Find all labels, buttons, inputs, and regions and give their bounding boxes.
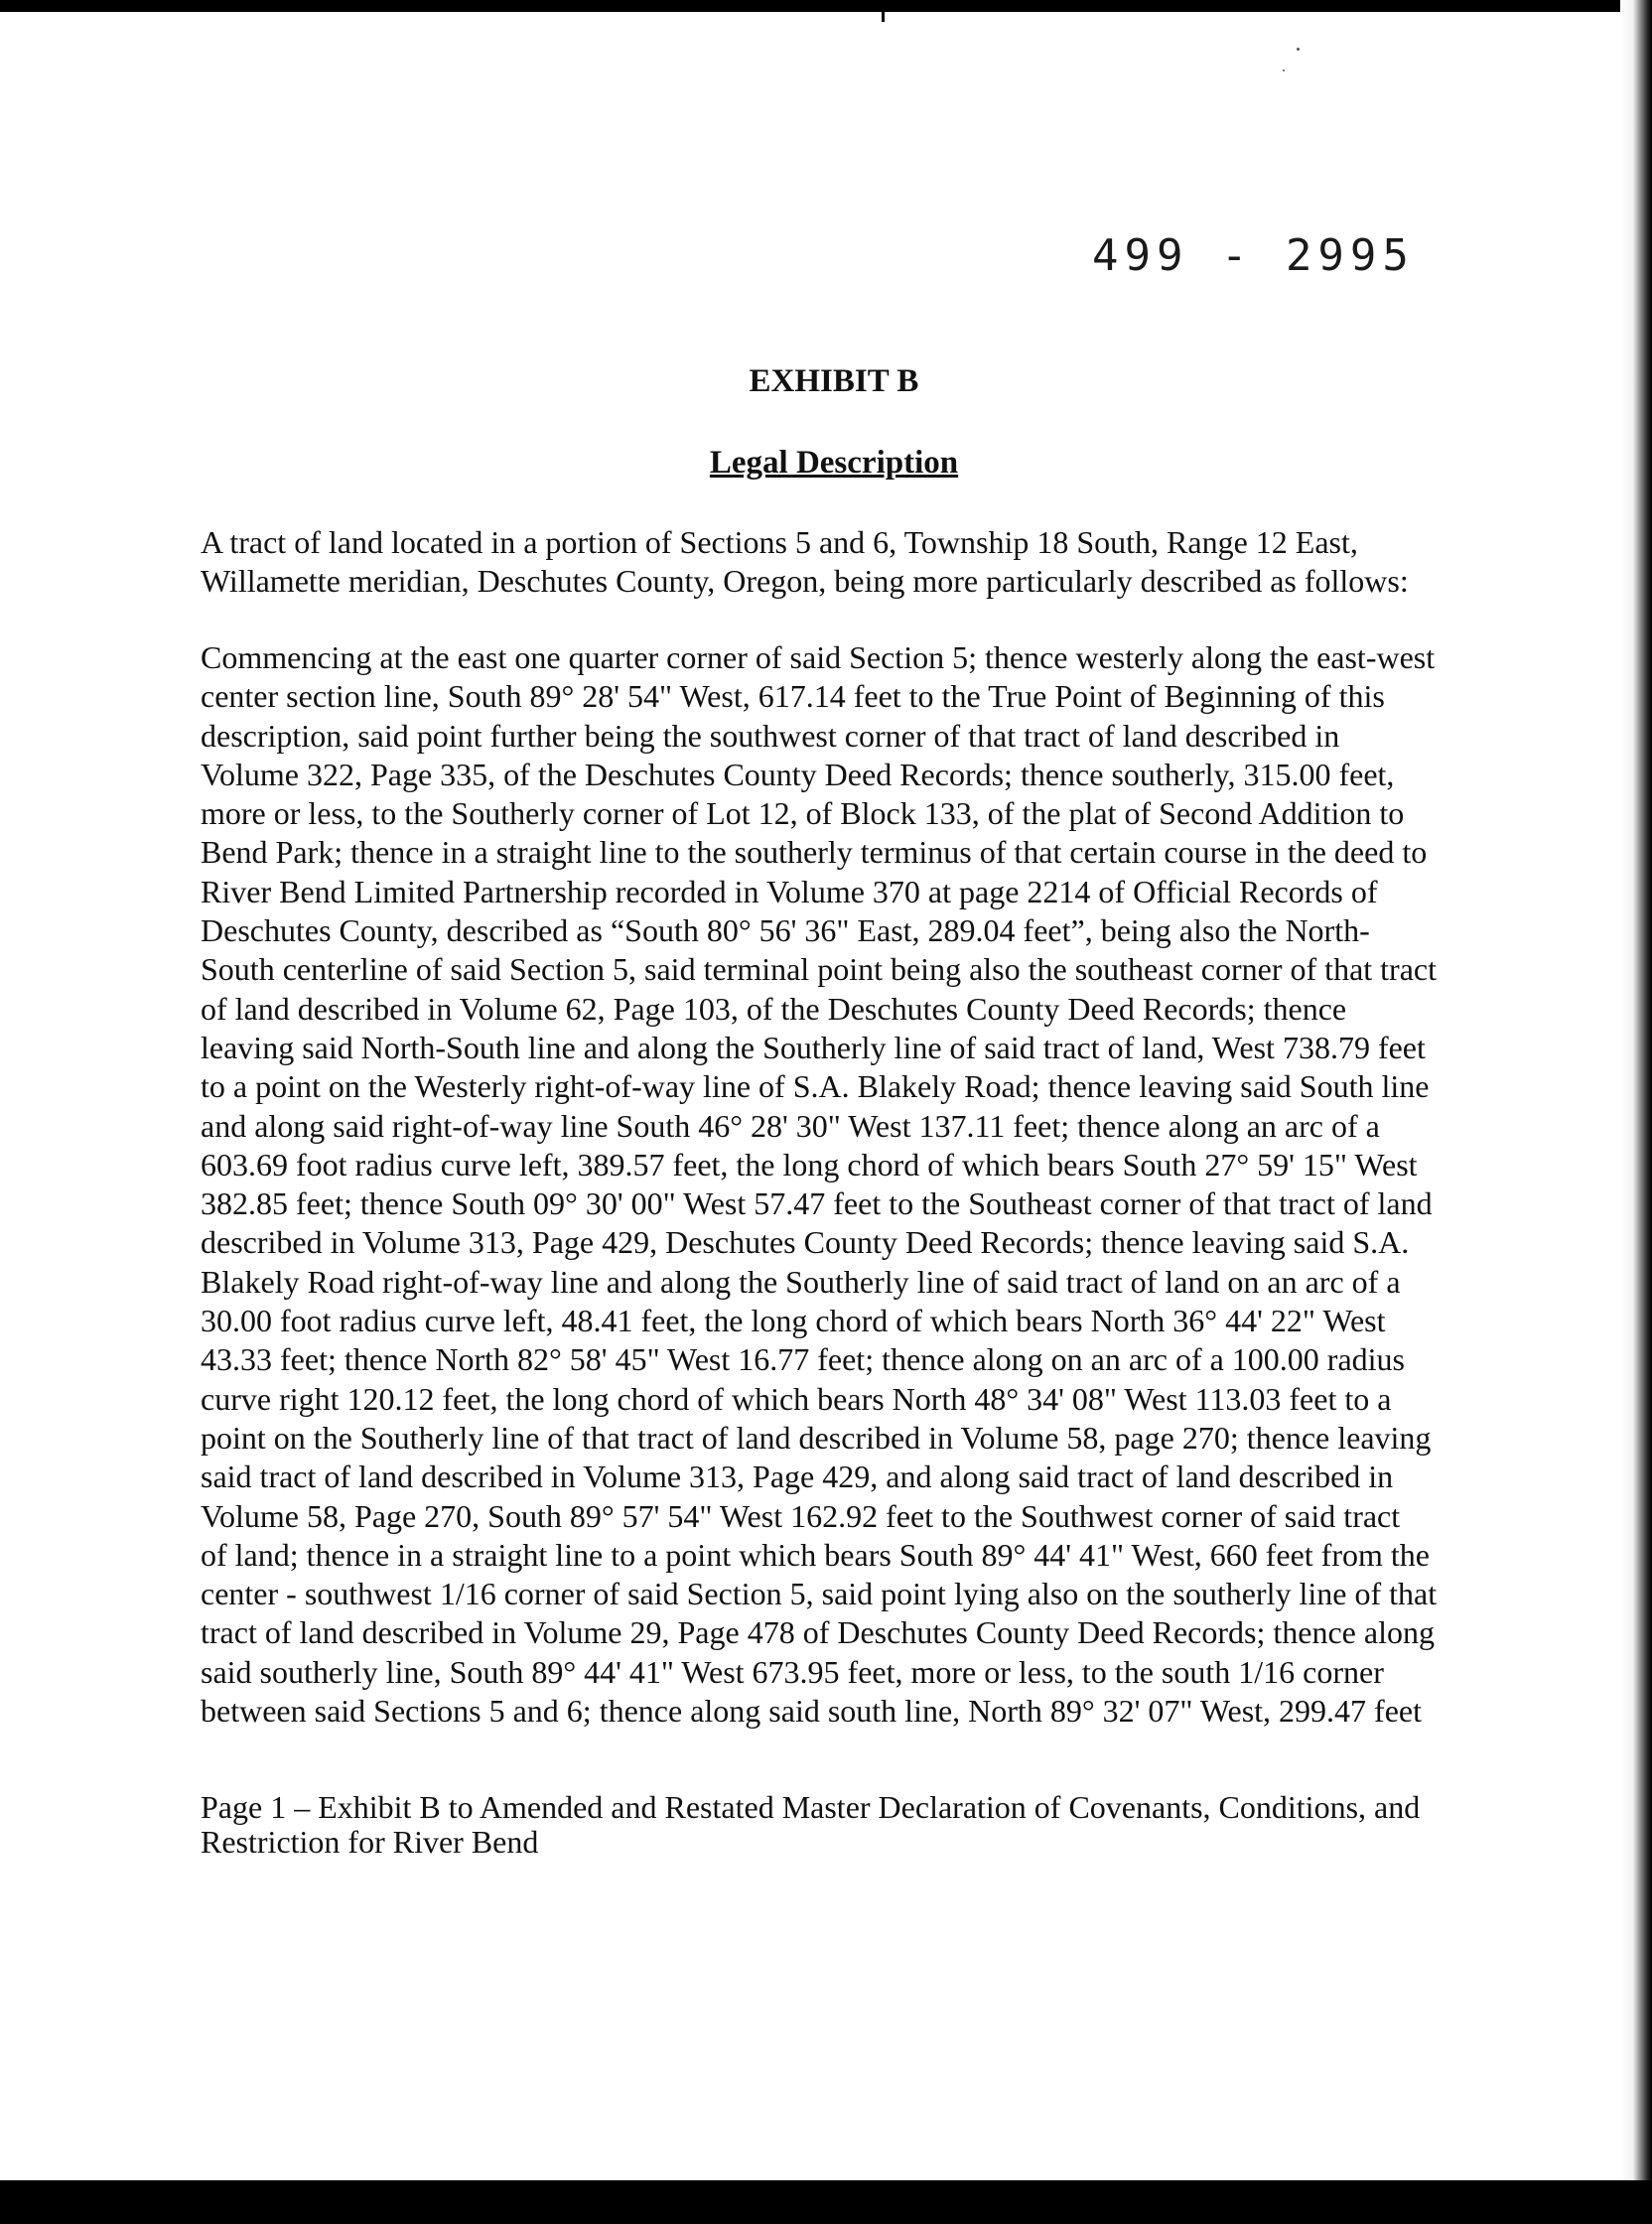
body-line: 43.33 feet; thence North 82° 58' 45" West 16.77 feet; thence along on an arc of a 100.00 radius bbox=[201, 1341, 1405, 1378]
body-line: more or less, to the Southerly corner of Lot 12, of Block 133, of the plat of Second Addition to bbox=[201, 795, 1405, 832]
intro-line: A tract of land located in a portion of Sections 5 and 6, Township 18 South, Range 12 East, bbox=[201, 524, 1358, 560]
body-line: point on the Southerly line of that tract of land described in Volume 58, page 270; thence leaving bbox=[201, 1419, 1432, 1456]
body-line: South centerline of said Section 5, said terminal point being also the southeast corner of that tract bbox=[201, 951, 1437, 988]
intro-paragraph bbox=[201, 523, 1461, 602]
scan-speck bbox=[1297, 48, 1300, 51]
exhibit-title: EXHIBIT B bbox=[749, 363, 919, 399]
body-line: leaving said North-South line and along the Southerly line of said tract of land, West 738.79 feet bbox=[201, 1029, 1426, 1065]
body-line: River Bend Limited Partnership recorded in Volume 370 at page 2214 of Official Records of bbox=[201, 873, 1378, 909]
body-line: center - southwest 1/16 corner of said Section 5, said point lying also on the southerly line of that bbox=[201, 1576, 1438, 1612]
body-line: Blakely Road right-of-way line and along the Southerly line of said tract of land on an arc of a bbox=[201, 1263, 1401, 1300]
body-line: 603.69 foot radius curve left, 389.57 feet, the long chord of which bears South 27° 59' 15" West bbox=[201, 1146, 1418, 1182]
document-number: 499 - 2995 bbox=[1092, 230, 1415, 281]
body-line: between said Sections 5 and 6; thence along said south line, North 89° 32' 07" West, 299.47 feet bbox=[201, 1693, 1422, 1730]
scan-bottom-edge bbox=[0, 2180, 1652, 2224]
legal-description-paragraph bbox=[201, 638, 1461, 1731]
body-line: center section line, South 89° 28' 54" West, 617.14 feet to the True Point of Beginning of this bbox=[201, 678, 1385, 715]
scan-tick-mark bbox=[882, 0, 885, 22]
footer-line: Restriction for River Bend bbox=[201, 1824, 539, 1860]
body-line: 30.00 foot radius curve left, 48.41 feet, the long chord of which bears North 36° 44' 22" West bbox=[201, 1303, 1386, 1339]
footer-line: Page 1 – Exhibit B to Amended and Restated Master Declaration of Covenants, Conditions, and bbox=[201, 1789, 1421, 1825]
body-line: Commencing at the east one quarter corner of said Section 5; thence westerly along the east-west bbox=[201, 639, 1436, 675]
body-line: Volume 58, Page 270, South 89° 57' 54" West 162.92 feet to the Southwest corner of said tract bbox=[201, 1497, 1401, 1534]
scan-speck bbox=[1283, 70, 1285, 71]
body-line: said tract of land described in Volume 313, Page 429, and along said tract of land described in bbox=[201, 1459, 1394, 1495]
body-line: 382.85 feet; thence South 09° 30' 00" West 57.47 feet to the Southeast corner of that tract of land bbox=[201, 1185, 1433, 1222]
body-line: Deschutes County, described as “South 80° 56' 36" East, 289.04 feet”, being also the North- bbox=[201, 912, 1370, 949]
intro-line: Willamette meridian, Deschutes County, Oregon, being more particularly described as follows: bbox=[201, 563, 1409, 600]
body-line: Volume 322, Page 335, of the Deschutes County Deed Records; thence southerly, 315.00 feet, bbox=[201, 756, 1395, 792]
body-line: and along said right-of-way line South 46° 28' 30" West 137.11 feet; thence along an arc of a bbox=[201, 1107, 1380, 1144]
body-line: tract of land described in Volume 29, Page 478 of Deschutes County Deed Records; thence along bbox=[201, 1614, 1435, 1651]
scan-right-edge bbox=[1620, 0, 1652, 2224]
body-line: said southerly line, South 89° 44' 41" West 673.95 feet, more or less, to the south 1/16 corner bbox=[201, 1653, 1384, 1690]
body-line: to a point on the Westerly right-of-way line of S.A. Blakely Road; thence leaving said South line bbox=[201, 1068, 1430, 1105]
body-line: described in Volume 313, Page 429, Deschutes County Deed Records; thence leaving said S.A. bbox=[201, 1224, 1410, 1261]
body-line: of land described in Volume 62, Page 103, of the Deschutes County Deed Records; thence bbox=[201, 990, 1347, 1027]
section-heading: Legal Description bbox=[709, 445, 959, 481]
body-line: Bend Park; thence in a straight line to the southerly terminus of that certain course in the deed to bbox=[201, 834, 1428, 871]
body-line: description, said point further being the southwest corner of that tract of land described in bbox=[201, 717, 1340, 754]
scan-top-edge bbox=[0, 0, 1652, 12]
page-footer bbox=[201, 1790, 1461, 1860]
body-line: of land; thence in a straight line to a point which bears South 89° 44' 41" West, 660 feet from the bbox=[201, 1536, 1430, 1573]
body-line: curve right 120.12 feet, the long chord of which bears North 48° 34' 08" West 113.03 feet to a bbox=[201, 1380, 1392, 1417]
